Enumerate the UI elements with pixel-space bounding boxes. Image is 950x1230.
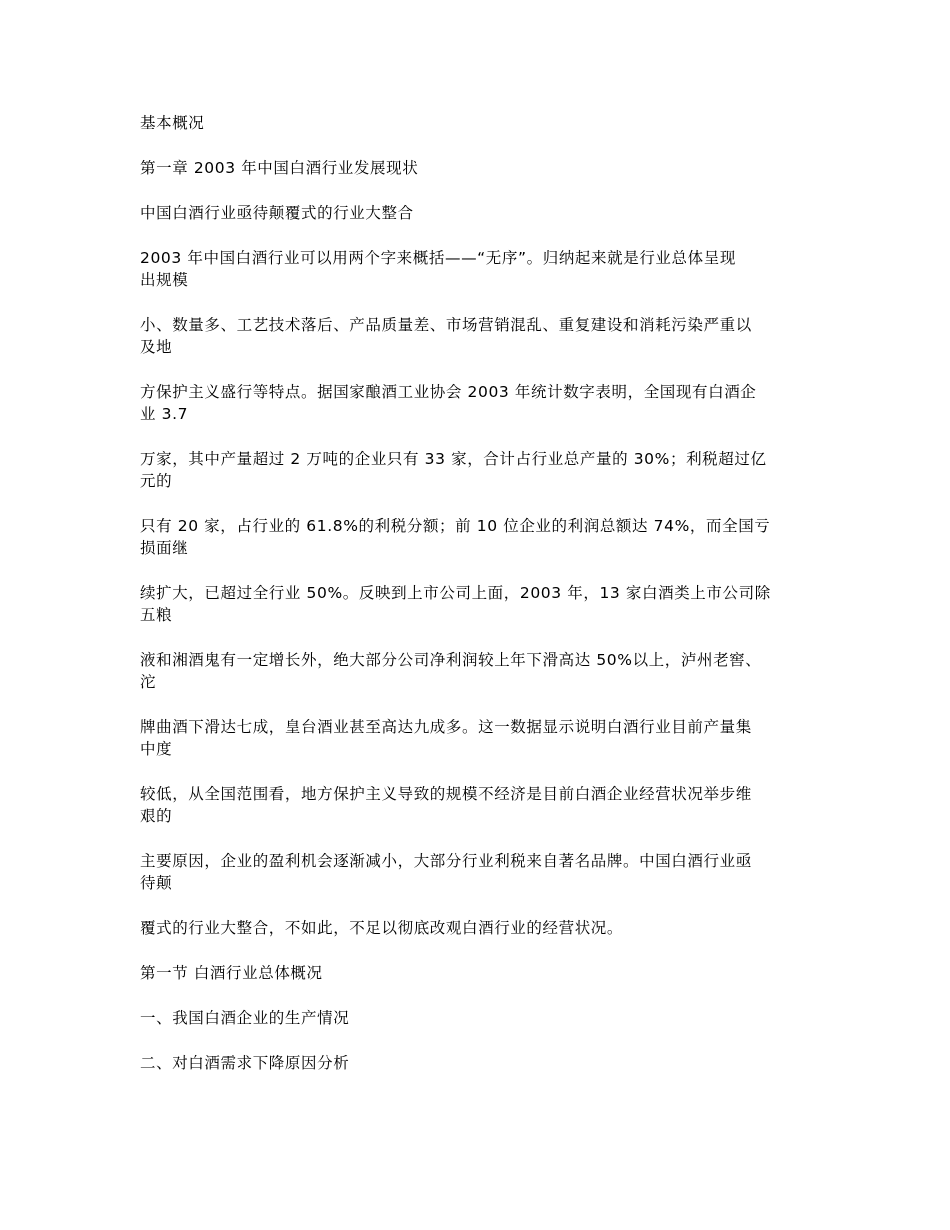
paragraph-line-2b: 及地 bbox=[140, 338, 173, 356]
chapter-title: 第一章 2003 年中国白酒行业发展现状 bbox=[140, 159, 419, 177]
document-page bbox=[140, 112, 820, 1074]
paragraph-line-4a: 万家，其中产量超过 2 万吨的企业只有 33 家，合计占行业总产量的 30%；利税超过亿 bbox=[140, 450, 767, 468]
heading-overview: 基本概况 bbox=[140, 114, 205, 132]
paragraph-line-10 bbox=[140, 850, 820, 894]
chapter-subtitle: 中国白酒行业亟待颠覆式的行业大整合 bbox=[140, 204, 414, 222]
paragraph-line-1b: 出规模 bbox=[140, 271, 189, 289]
paragraph-line-2 bbox=[140, 314, 820, 358]
paragraph-line-4b: 元的 bbox=[140, 472, 173, 490]
subsection-2: 二、对白酒需求下降原因分析 bbox=[140, 1054, 350, 1072]
paragraph-line-10a: 主要原因，企业的盈利机会逐渐减小，大部分行业利税来自著名品牌。中国白酒行业亟 bbox=[140, 852, 752, 870]
paragraph-line-6 bbox=[140, 582, 820, 626]
paragraph-line-5b: 损面继 bbox=[140, 539, 189, 557]
paragraph-line-1 bbox=[140, 247, 820, 291]
paragraph-line-2a: 小、数量多、工艺技术落后、产品质量差、市场营销混乱、重复建设和消耗污染严重以 bbox=[140, 316, 752, 334]
paragraph-line-3b: 业 3.7 bbox=[140, 405, 189, 423]
paragraph-line-9a: 较低，从全国范围看，地方保护主义导致的规模不经济是目前白酒企业经营状况举步维 bbox=[140, 785, 752, 803]
paragraph-line-9 bbox=[140, 783, 820, 827]
paragraph-line-7a: 液和湘酒鬼有一定增长外，绝大部分公司净利润较上年下滑高达 50%以上，泸州老窖、 bbox=[140, 651, 762, 669]
subsection-1: 一、我国白酒企业的生产情况 bbox=[140, 1009, 350, 1027]
paragraph-line-6a: 续扩大，已超过全行业 50%。反映到上市公司上面，2003 年，13 家白酒类上市公司除 bbox=[140, 584, 771, 602]
paragraph-line-7b: 沱 bbox=[140, 673, 157, 691]
paragraph-line-7 bbox=[140, 649, 820, 693]
paragraph-line-8b: 中度 bbox=[140, 740, 173, 758]
paragraph-line-5 bbox=[140, 515, 820, 559]
paragraph-line-3 bbox=[140, 381, 820, 425]
paragraph-last-line: 覆式的行业大整合，不如此，不足以彻底改观白酒行业的经营状况。 bbox=[140, 919, 624, 937]
paragraph-line-6b: 五粮 bbox=[140, 606, 173, 624]
section-title: 第一节 白酒行业总体概况 bbox=[140, 964, 323, 982]
paragraph-line-8a: 牌曲酒下滑达七成，皇台酒业甚至高达九成多。这一数据显示说明白酒行业目前产量集 bbox=[140, 718, 752, 736]
paragraph-line-5a: 只有 20 家，占行业的 61.8%的利税分额；前 10 位企业的利润总额达 74%，而全国亏 bbox=[140, 517, 771, 535]
paragraph-line-8 bbox=[140, 716, 820, 760]
paragraph-line-10b: 待颠 bbox=[140, 874, 173, 892]
paragraph-line-4 bbox=[140, 448, 820, 492]
paragraph-line-3a: 方保护主义盛行等特点。据国家酿酒工业协会 2003 年统计数字表明，全国现有白酒企 bbox=[140, 383, 757, 401]
paragraph-line-9b: 艰的 bbox=[140, 807, 173, 825]
paragraph-line-1a: 2003 年中国白酒行业可以用两个字来概括——“无序”。归纳起来就是行业总体呈现 bbox=[140, 249, 736, 267]
